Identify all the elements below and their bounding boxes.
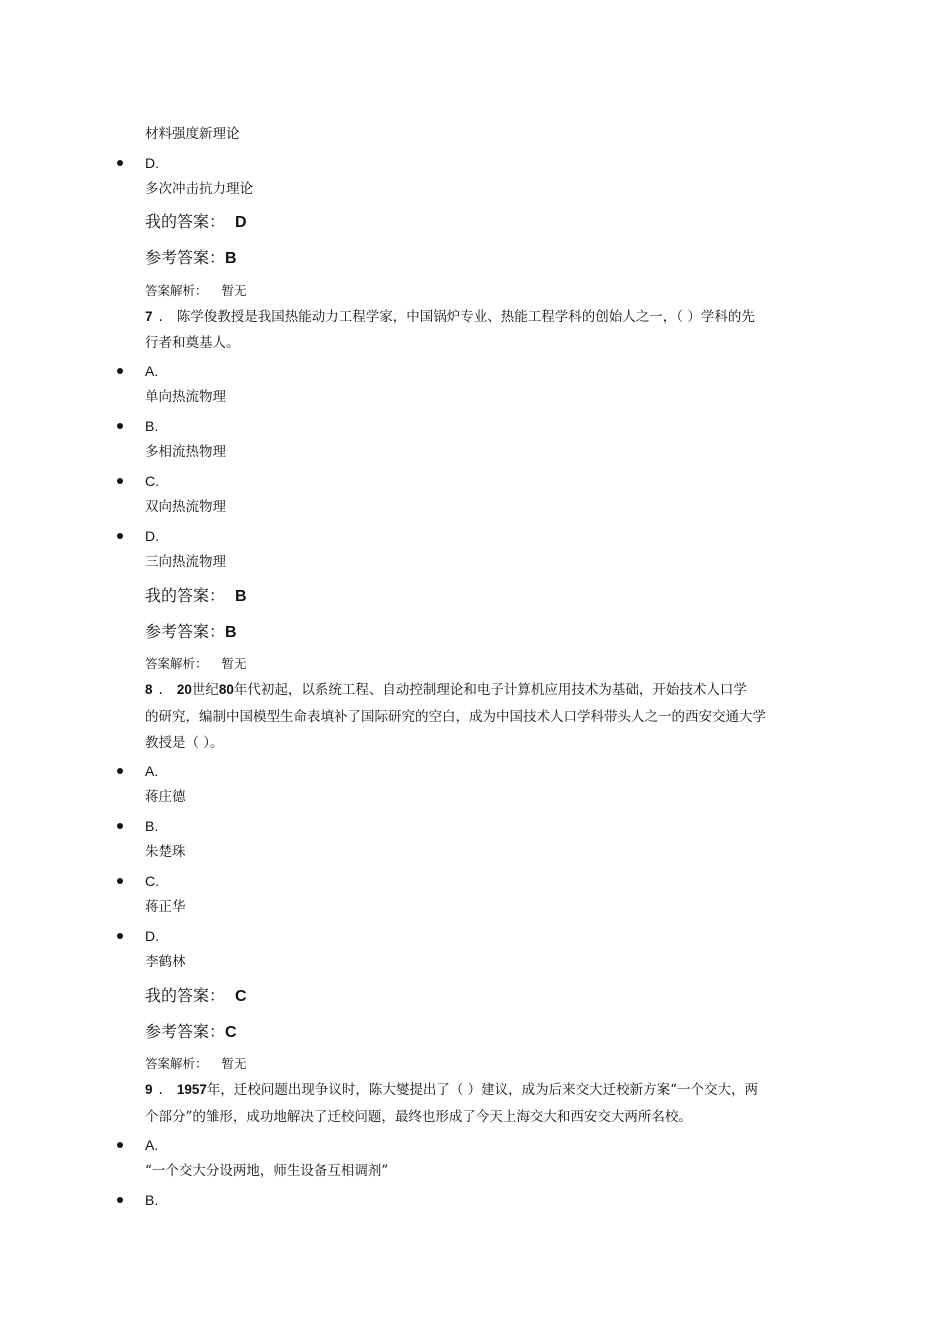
q6-ref-answer [145, 247, 237, 270]
q9-option-a-text: “一个交大分设两地，师生设备互相调剂” [145, 1163, 389, 1179]
q9-stem-line-1 [145, 1081, 758, 1099]
q8-my-answer [145, 985, 247, 1008]
q8-option-a-label: A. [145, 763, 159, 779]
my-answer-label: 我的答案： [145, 586, 226, 605]
q8-ref-answer [145, 1021, 237, 1044]
q9-stem-line-2: 个部分”的雏形，成功地解决了迁校问题，最终也形成了今天上海交大和西安交大两所名校。 [145, 1109, 692, 1125]
bullet-icon [117, 1197, 123, 1203]
q7-option-b-text: 多相流热物理 [145, 444, 226, 460]
explanation-label: 答案解析： [145, 283, 208, 298]
q7-option-d-label: D. [145, 528, 159, 544]
q9-line1-rest: 年，迁校问题出现争议时，陈大燮提出了（ ）建议，成为后来交大迁校新方案“一个交大，两 [206, 1082, 759, 1098]
q8-stem-line-3: 教授是（ ）。 [145, 735, 224, 751]
bullet-icon [117, 878, 123, 884]
q8-option-b-label: B. [145, 818, 159, 834]
q8-line1-rest: 年代初起，以系统工程、自动控制理论和电子计算机应用技术为基础，开始技术人口学 [233, 682, 747, 698]
q8-number: 8 [145, 682, 153, 697]
q8-option-a-text: 蒋庄德 [145, 789, 186, 805]
explanation-value: 暂无 [221, 283, 247, 298]
q8-stem-line-2: 的研究，编制中国模型生命表填补了国际研究的空白，成为中国技术人口学科带头人之一的西安交通大学 [145, 709, 766, 725]
bullet-icon [117, 368, 123, 374]
ref-answer-label: 参考答案： [145, 1022, 226, 1041]
q8-explanation [145, 1056, 247, 1072]
q8-option-c-label: C. [145, 873, 159, 889]
q8-num-20: 20 [176, 682, 192, 697]
explanation-label: 答案解析： [145, 656, 208, 671]
q7-my-answer [145, 585, 247, 608]
q9-number: 9 [145, 1082, 153, 1097]
my-answer-label: 我的答案： [145, 212, 226, 231]
q7-option-a-text: 单向热流物理 [145, 389, 226, 405]
q9-dot: . [158, 1082, 163, 1098]
explanation-value: 暂无 [221, 1056, 247, 1071]
bullet-icon [117, 1142, 123, 1148]
q7-line1: 陈学俊教授是我国热能动力工程学家，中国锅炉专业、热能工程学科的创始人之一，（ ）学科的先 [176, 309, 755, 325]
q6-my-answer [145, 211, 247, 234]
q8-option-d-label: D. [145, 928, 159, 944]
q7-option-a-label: A. [145, 363, 159, 379]
bullet-icon [117, 823, 123, 829]
ref-answer-value: B [225, 624, 237, 641]
q7-option-d-text: 三向热流物理 [145, 554, 226, 570]
bullet-icon [117, 768, 123, 774]
q6-option-c-text: 材料强度新理论 [145, 126, 240, 142]
ref-answer-value: B [225, 250, 237, 267]
q7-dot: . [158, 309, 163, 325]
ref-answer-label: 参考答案： [145, 248, 226, 267]
q6-option-d-text: 多次冲击抗力理论 [145, 181, 253, 197]
q7-stem-line-2: 行者和奠基人。 [145, 335, 240, 351]
q9-option-a-label: A. [145, 1137, 159, 1153]
q8-option-d-text: 李鹤林 [145, 954, 186, 970]
q7-option-c-text: 双向热流物理 [145, 499, 226, 515]
q7-option-b-label: B. [145, 418, 159, 434]
q7-explanation [145, 656, 247, 672]
explanation-label: 答案解析： [145, 1056, 208, 1071]
q7-ref-answer [145, 621, 237, 644]
my-answer-value: C [235, 988, 247, 1005]
ref-answer-label: 参考答案： [145, 622, 226, 641]
q8-dot: . [158, 682, 163, 698]
q9-option-b-label: B. [145, 1192, 159, 1208]
q8-num-80: 80 [218, 682, 234, 697]
q6-option-d-label: D. [145, 155, 159, 171]
q7-number: 7 [145, 309, 153, 324]
q9-year: 1957 [176, 1082, 207, 1097]
bullet-icon [117, 478, 123, 484]
q8-line1-mid: 世纪 [191, 682, 219, 698]
explanation-value: 暂无 [221, 656, 247, 671]
q6-explanation [145, 283, 247, 299]
my-answer-label: 我的答案： [145, 986, 226, 1005]
bullet-icon [117, 160, 123, 166]
q8-stem-line-1 [145, 681, 747, 699]
q8-option-b-text: 朱楚珠 [145, 844, 186, 860]
ref-answer-value: C [225, 1024, 237, 1041]
bullet-icon [117, 423, 123, 429]
q8-option-c-text: 蒋正华 [145, 899, 186, 915]
q7-stem-line-1 [145, 308, 755, 326]
bullet-icon [117, 933, 123, 939]
bullet-icon [117, 533, 123, 539]
my-answer-value: B [235, 588, 247, 605]
q7-option-c-label: C. [145, 473, 159, 489]
my-answer-value: D [235, 214, 247, 231]
